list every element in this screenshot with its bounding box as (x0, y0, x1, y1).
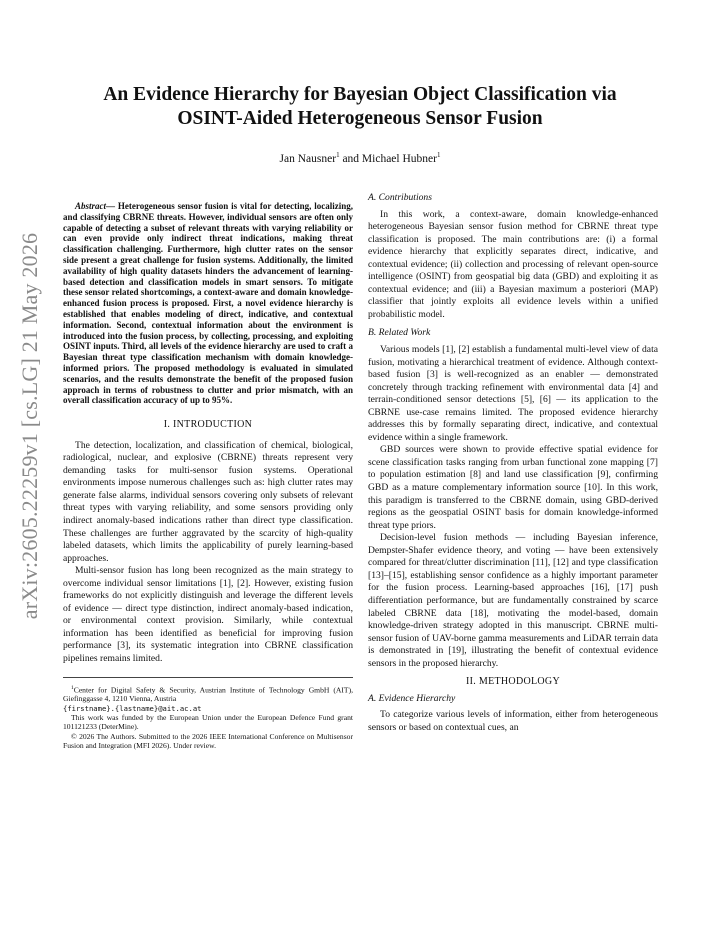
abstract-label: Abstract (75, 201, 107, 211)
author-conjunction: and (339, 152, 362, 165)
author-list (60, 151, 660, 165)
related-work-paragraph: Decision-level fusion methods — including Bayesian inference, Dempster-Shafer evidence theory, and voting — have been extensively compared for threat/clutter discrimination [11], [12] and type classification [13]–[15], establishing sensor confidence as a highly important parameter for the fusion process. Learning-based approaches [16], [17] push differentiation performance, but are fundamentally constrained by scarce labeled CBRNE data [18], motivating the model-based, domain knowledge-driven strategy adopted in this manuscript. CBRNE multi-sensor fusion of UAV-borne gamma measurements and LiDAR terrain data is demonstrated in [19], illustrating the benefit of contextual evidence sensors in the proposed hierarchy. (368, 532, 658, 669)
related-work-paragraph: GBD sources were shown to provide effective spatial evidence for scene classification tasks ranging from urban functional zone mapping [7] to population estimation [8] and land use classification [9], confirming GBD as a mature complementary information source [10]. In this work, this paradigm is transferred to the CBRNE domain, using GBD-derived regions as the geospatial OSINT basis for domain knowledge-informed threat type priors. (368, 444, 658, 531)
intro-paragraph: Multi-sensor fusion has long been recognized as the main strategy to overcome individual sensor limitations [1], [2]. However, existing fusion frameworks do not explicitly distinguish and leverage the different levels of evidence — direct type distinction, indirect anomaly-based indication, or environmental context provision. Similarly, while contextual information has been identified as beneficial for improving fusion performance [3], its systematic integration into CBRNE classification pipelines remains limited. (63, 565, 353, 664)
affiliation-email: {firstname}.{lastname}@ait.ac.at (63, 703, 202, 713)
right-column (368, 192, 658, 734)
subsection-heading-contributions: A. Contributions (368, 192, 432, 203)
contributions-paragraph: In this work, a context-aware, domain knowledge-enhanced heterogeneous Bayesian sensor fusion method for CBRNE threat type classification is proposed. The main contributions are: (i) a formal evidence hierarchy that explicitly separates direct, indicative, and contextual evidence; (ii) collection and processing of relevant open-source intelligence (OSINT) from geospatial big data (GBD) and exploiting it as contextual evidence; and (iii) a Bayesian maximum a posteriori (MAP) classifier that jointly exploits all evidence levels within a unified probabilistic model. (368, 208, 658, 320)
subsection-heading-evidence-hierarchy: A. Evidence Hierarchy (368, 692, 456, 704)
section-heading-introduction: I. INTRODUCTION (163, 419, 253, 431)
title-line-2: OSINT-Aided Heterogeneous Sensor Fusion (177, 108, 543, 129)
abstract-text: Heterogeneous sensor fusion is vital for detecting, localizing, and classifying CBRNE threats. However, individual sensors are often only capable of detecting a subset of relevant threats with varying reliability or can even provide only indirect threat indications, making threat classification challenging. Furthermore, high clutter rates on the sensor side present a great challenge for fusion systems. Additionally, the limited availability of high quality datasets hinders the advancement of learning-based detection and classification models in smart sensors. To mitigate these sensor related shortcomings, a context-aware and domain knowledge-enhanced fusion process is proposed. First, a novel evidence hierarchy is established that enables modeling of direct, indicative, and contextual information. Second, contextual information about the environment is introduced into the fusion process, by collecting, processing, and exploiting OSINT inputs. Third, all levels of the evidence hierarchy are used to craft a Bayesian threat type classification mechanism with domain knowledge-informed priors. The proposed methodology is evaluated in simulated scenarios, and the results demonstrate the benefit of the proposed fusion approach in terms of robustness to clutter and prior mismatch, with an overall classification accuracy of up to 95%. (63, 201, 353, 406)
footnote-mark: 1 (71, 684, 74, 691)
paper-title (60, 83, 660, 131)
related-work-paragraph: Various models [1], [2] establish a fundamental multi-level view of data fusion, motivating a hierarchical treatment of evidence. Although context-based fusion [3] is well-recognized as an enabler — demonstrated concretely through tracking refinement with environmental data [4] and terrain-conditioned sensor detections [5], [6] — its application to the CBRNE use-case remains limited. The proposed evidence hierarchy addresses this by formally separating direct, indicative, and contextual evidence within a single framework. (368, 344, 658, 443)
section-heading-methodology: II. METHODOLOGY (466, 676, 560, 688)
abstract (63, 201, 353, 406)
footnote-copyright: © 2026 The Authors. Submitted to the 2026 IEEE International Conference on Multisensor Fusion and Integration (MFI 2026). Under review. (63, 731, 353, 750)
title-line-1: An Evidence Hierarchy for Bayesian Object Classification via (103, 84, 617, 105)
left-column (63, 192, 353, 750)
author-name: Michael Hubner (361, 152, 437, 165)
intro-paragraph: The detection, localization, and classification of chemical, biological, radiological, nuclear, and explosive (CBRNE) threats represent very demanding tasks for multi-sensor fusion systems. Operational environments impose numerous challenges such as: high clutter rates may generate false alarms, individual sensors covering only subsets of relevant threat types with varying reliability, and some sensors providing only indirect anomaly-based indications rather than direct type classification. These challenges are further aggravated by the scarcity of high-quality labeled datasets, which limits the applicability of purely learning-based approaches. (63, 439, 353, 564)
footnote-divider (63, 677, 353, 678)
author-affiliation-mark: 1 (436, 151, 441, 159)
arxiv-identifier: arXiv:2605.22259v1 [cs.LG] 21 May 2026 (17, 232, 42, 620)
arxiv-sidebar (8, 176, 52, 676)
abstract-dash: — (106, 201, 118, 211)
subsection-heading-related-work: B. Related Work (368, 327, 431, 339)
footnote-affiliation (63, 684, 353, 713)
author-name: Jan Nausner (279, 152, 337, 165)
affiliation-text: Center for Digital Safety & Security, Austrian Institute of Technology GmbH (AIT), Giefinggasse 4, 1210 Vienna, Austria (63, 685, 353, 704)
footnote-funding: This work was funded by the European Union under the European Defence Fund grant 101121233 (DeterMine). (63, 712, 353, 732)
author-affiliation-mark: 1 (336, 151, 340, 159)
methodology-paragraph: To categorize various levels of information, either from heterogeneous sensors or based on contextual cues, an (368, 709, 658, 733)
